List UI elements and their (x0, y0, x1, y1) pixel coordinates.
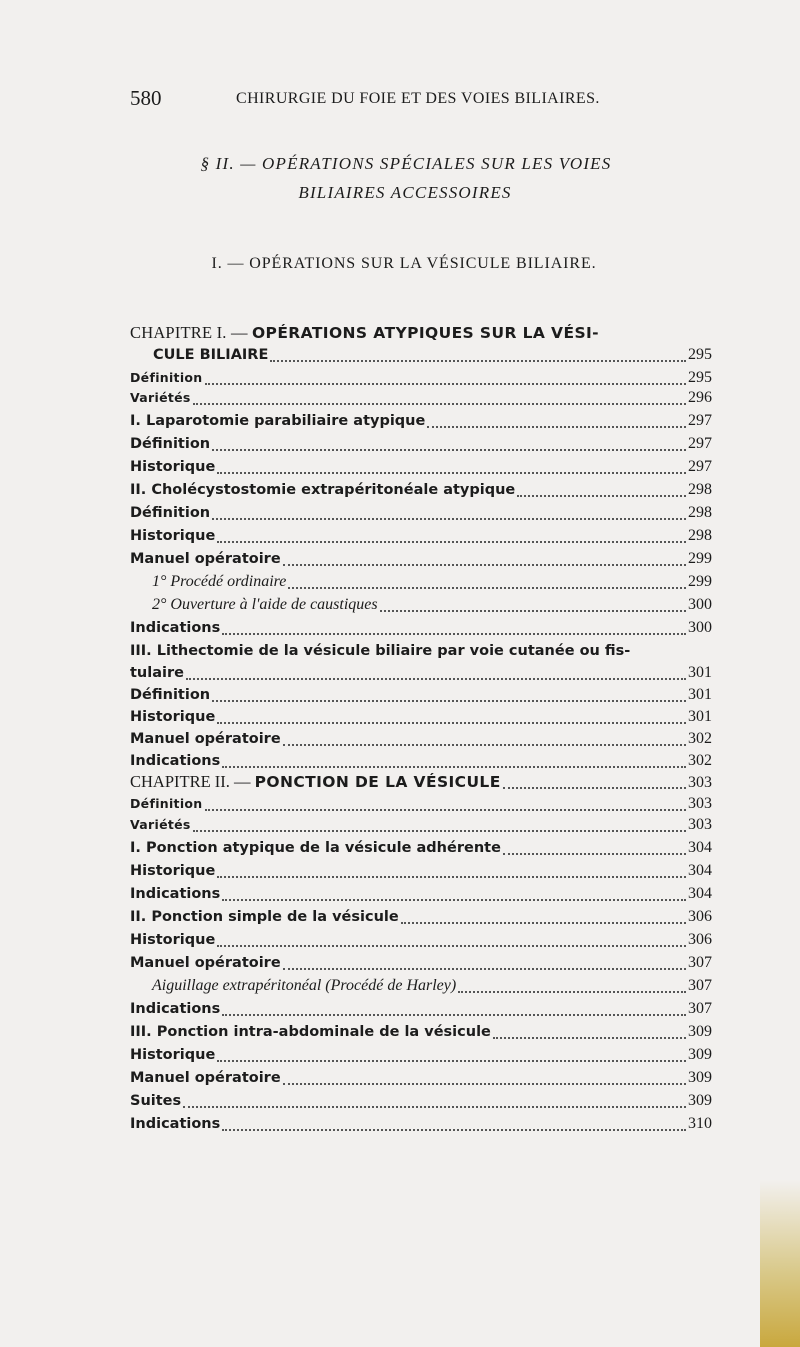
toc-entry-label: 1° Procédé ordinaire (152, 573, 287, 590)
toc-entry-label: Indications (130, 753, 221, 769)
leader-dots (193, 403, 686, 405)
toc-entry-label: 2° Ouverture à l'aide de caustiques (152, 596, 378, 613)
toc-entry[interactable] (130, 836, 712, 860)
toc-entry-page: 309 (688, 1046, 712, 1063)
toc-entry-label: Variétés (130, 390, 191, 405)
toc-entry-page: 302 (688, 730, 712, 747)
toc-entry-page: 297 (688, 435, 712, 452)
section-title-line2: BILIAIRES ACCESSOIRES (298, 183, 512, 202)
chapter1-heading-line2[interactable] (153, 343, 712, 367)
leader-dots (222, 766, 686, 768)
toc-entry[interactable] (130, 859, 712, 883)
leader-dots (283, 968, 686, 970)
leader-dots (493, 1037, 686, 1039)
toc-entry[interactable] (130, 478, 712, 502)
leader-dots (205, 809, 686, 811)
toc-entry[interactable] (130, 386, 712, 410)
toc-entry-page: 307 (688, 977, 712, 994)
toc-entry-page: 301 (688, 708, 712, 725)
leader-dots (283, 1083, 686, 1085)
toc-entry-page: 310 (688, 1115, 712, 1132)
toc-entry[interactable] (130, 616, 712, 640)
chapter1-page: 295 (688, 346, 712, 363)
chapter2-heading[interactable] (130, 770, 712, 794)
toc-entry[interactable] (130, 1020, 712, 1044)
leader-dots (503, 853, 686, 855)
leader-dots (193, 830, 686, 832)
toc-entry[interactable] (130, 501, 712, 525)
toc-entry-label: Manuel opératoire (130, 731, 281, 747)
toc-entry-label: tulaire (130, 665, 184, 681)
leader-dots (517, 495, 686, 497)
leader-dots (401, 922, 686, 924)
leader-dots (380, 610, 686, 612)
toc-entry-page: 302 (688, 752, 712, 769)
leader-dots (212, 449, 686, 451)
toc-entry[interactable] (130, 661, 712, 685)
leader-dots (186, 678, 686, 680)
toc-entry-label: Définition (130, 436, 211, 452)
toc-entry-page: 304 (688, 862, 712, 879)
toc-entry-page: 295 (688, 369, 712, 386)
leader-dots (283, 744, 686, 746)
toc-entry-label: Indications (130, 1116, 221, 1132)
toc-entry[interactable] (130, 547, 712, 571)
toc-entry-label: III. Ponction intra-abdominale de la vésicule (130, 1024, 491, 1040)
toc-entry-page: 299 (688, 573, 712, 590)
toc-entry-page: 301 (688, 664, 712, 681)
toc-entry[interactable] (130, 683, 712, 707)
chapter1-prefix: CHAPITRE I. — (130, 323, 248, 342)
chapter1-heading-line1 (130, 323, 712, 343)
toc-entry-page: 306 (688, 931, 712, 948)
leader-dots (212, 518, 686, 520)
toc-entry-label: II. Ponction simple de la vésicule (130, 909, 399, 925)
toc-entry-label: II. Cholécystostomie extrapéritonéale atypique (130, 482, 516, 498)
toc-entry-page: 303 (688, 816, 712, 833)
section-title-line1: § II. — OPÉRATIONS SPÉCIALES SUR LES VOIES (200, 154, 612, 173)
toc-entry[interactable] (130, 997, 712, 1021)
part-title: I. — OPÉRATIONS SUR LA VÉSICULE BILIAIRE. (211, 255, 597, 272)
toc-entry[interactable] (130, 882, 712, 906)
toc-entry-page: 298 (688, 504, 712, 521)
leader-dots (217, 876, 686, 878)
toc-entry-label: Indications (130, 620, 221, 636)
toc-entry-page: 309 (688, 1069, 712, 1086)
toc-entry-label: I. Ponction atypique de la vésicule adhérente (130, 840, 501, 856)
running-title: CHIRURGIE DU FOIE ET DES VOIES BILIAIRES. (236, 90, 600, 107)
toc-entry-page: 301 (688, 686, 712, 703)
toc-entry-page: 296 (688, 389, 712, 406)
running-head (0, 86, 800, 112)
chapter2-title: PONCTION DE LA VÉSICULE (254, 773, 501, 791)
leader-dots (183, 1106, 686, 1108)
toc-entry-page: 309 (688, 1092, 712, 1109)
toc-entry-label: Aiguillage extrapéritonéal (Procédé de Harley) (152, 977, 457, 994)
toc-entry-label: Historique (130, 863, 216, 879)
toc-entry-page: 303 (688, 795, 712, 812)
page-edge-stain (760, 1180, 800, 1347)
toc-entry-page: 300 (688, 596, 712, 613)
toc-entry-label: Définition (130, 505, 211, 521)
toc-entry[interactable] (130, 951, 712, 975)
toc-entry[interactable] (130, 1066, 712, 1090)
toc-entry[interactable] (130, 813, 712, 837)
toc-entry-page: 304 (688, 885, 712, 902)
leader-dots (212, 700, 686, 702)
toc-entry[interactable] (130, 1089, 712, 1113)
toc-entry[interactable] (130, 1112, 712, 1136)
chapter2-page: 303 (688, 774, 712, 791)
chapter2-prefix: CHAPITRE II. — (130, 772, 251, 791)
leader-dots (270, 360, 686, 362)
leader-dots (205, 383, 686, 385)
chapter1-title-line1: OPÉRATIONS ATYPIQUES SUR LA VÉSI- (251, 324, 600, 342)
toc-entry-label: Indications (130, 886, 221, 902)
toc-entry-label: Historique (130, 709, 216, 725)
leader-dots (222, 1129, 686, 1131)
toc-entry-label: III. Lithectomie de la vésicule biliaire par voie cutanée ou fis- (130, 643, 631, 659)
leader-dots (458, 991, 686, 993)
toc-entry-label: Manuel opératoire (130, 955, 281, 971)
toc-entry-page: 297 (688, 458, 712, 475)
leader-dots (427, 426, 686, 428)
toc-entry[interactable] (130, 524, 712, 548)
toc-entry[interactable] (152, 570, 712, 594)
toc-entry-label: Manuel opératoire (130, 551, 281, 567)
leader-dots (288, 587, 686, 589)
leader-dots (222, 1014, 686, 1016)
toc-entry-page: 304 (688, 839, 712, 856)
toc-entry-page: 307 (688, 954, 712, 971)
leader-dots (222, 633, 686, 635)
toc-entry[interactable] (130, 1043, 712, 1067)
toc-entry-label: Historique (130, 528, 216, 544)
toc-entry-label: Historique (130, 932, 216, 948)
toc-entry-page: 306 (688, 908, 712, 925)
toc-entry-label: Variétés (130, 817, 191, 832)
leader-dots (503, 787, 686, 789)
toc-entry-label: Définition (130, 370, 203, 385)
toc-entry[interactable] (152, 974, 712, 998)
toc-entry-label: Historique (130, 459, 216, 475)
leader-dots (217, 472, 686, 474)
leader-dots (217, 541, 686, 543)
toc-entry-page: 297 (688, 412, 712, 429)
leader-dots (217, 722, 686, 724)
toc-entry[interactable] (130, 432, 712, 456)
toc-entry[interactable] (130, 928, 712, 952)
toc-entry-page: 299 (688, 550, 712, 567)
leader-dots (222, 899, 686, 901)
toc-entry-label: Historique (130, 1047, 216, 1063)
toc-entry[interactable] (130, 727, 712, 751)
toc-entry[interactable] (130, 455, 712, 479)
toc-entry-label: Définition (130, 796, 203, 811)
toc-entry-page: 298 (688, 481, 712, 498)
toc-entry-label: Indications (130, 1001, 221, 1017)
leader-dots (217, 1060, 686, 1062)
chapter1-title-line2: CULE BILIAIRE (153, 347, 269, 363)
toc-entry-page: 307 (688, 1000, 712, 1017)
leader-dots (217, 945, 686, 947)
toc-entry[interactable] (130, 639, 712, 663)
toc-entry[interactable] (152, 593, 712, 617)
toc-entry-page: 300 (688, 619, 712, 636)
leader-dots (283, 564, 686, 566)
toc-entry[interactable] (130, 409, 712, 433)
toc-entry-label: Définition (130, 687, 211, 703)
toc-entry-page: 309 (688, 1023, 712, 1040)
toc-entry[interactable] (130, 905, 712, 929)
page-number: 580 (130, 86, 162, 110)
toc-entry-page: 298 (688, 527, 712, 544)
toc-entry-label: Suites (130, 1093, 182, 1109)
toc-entry[interactable] (130, 705, 712, 729)
toc-entry-label: I. Laparotomie parabiliaire atypique (130, 413, 426, 429)
toc-entry-label: Manuel opératoire (130, 1070, 281, 1086)
